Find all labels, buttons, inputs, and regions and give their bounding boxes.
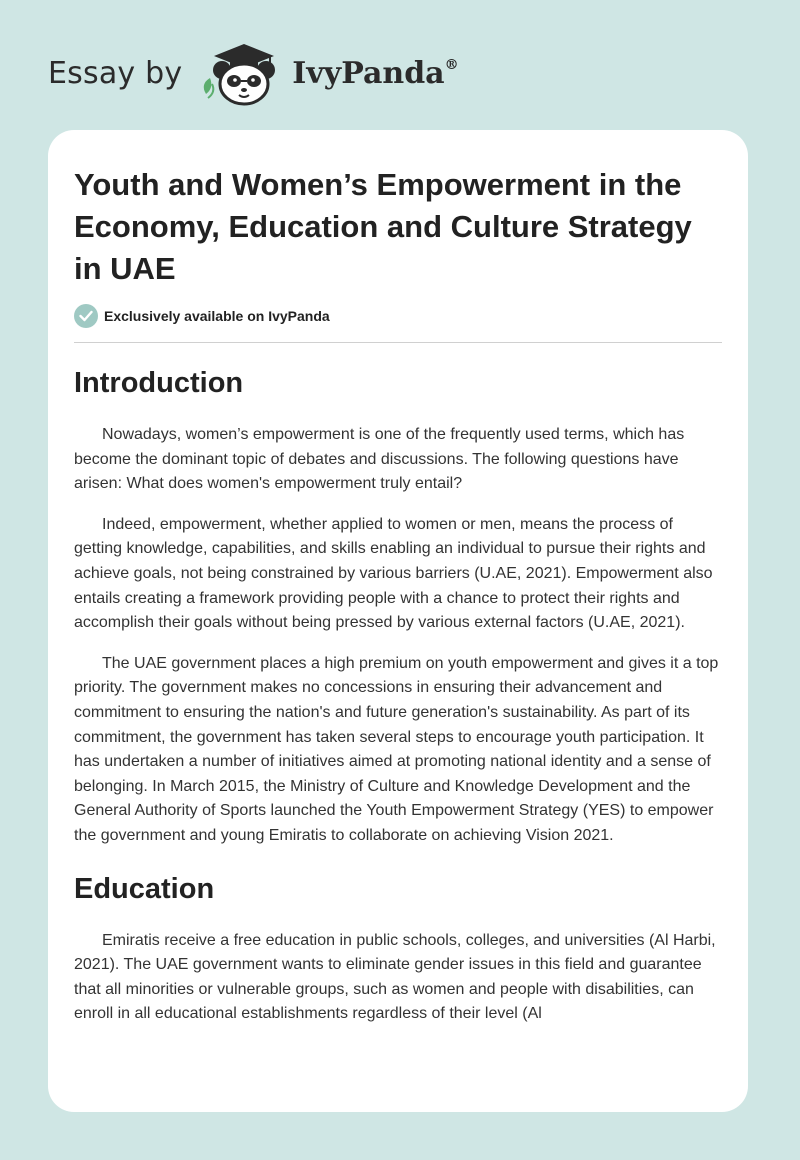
exclusive-label: Exclusively available on IvyPanda bbox=[104, 308, 330, 324]
check-icon bbox=[74, 304, 98, 328]
panda-logo-icon bbox=[196, 38, 288, 108]
article-card bbox=[48, 130, 748, 1112]
section-heading: Education bbox=[74, 872, 215, 905]
brand-header bbox=[48, 36, 459, 110]
article-title: Youth and Women’s Empowerment in the Economy, Education and Culture Strategy in UAE bbox=[74, 167, 692, 286]
paragraph: Emiratis receive a free education in public schools, colleges, and universities (Al Harbi, 2021). The UAE government wants to eliminate gender issues in this field and guarantee that all minorities or vulnerable groups, such as women and people with disabilities, can enroll in all educational establishments regardless of their level (Al bbox=[74, 931, 716, 1023]
title-divider bbox=[74, 342, 722, 343]
brand-prefix: Essay by bbox=[48, 55, 183, 91]
paragraph: Nowadays, women’s empowerment is one of the frequently used terms, which has become the dominant topic of debates and discussions. The following questions have arisen: What does women's empowerment truly entail? bbox=[74, 426, 685, 493]
section-heading: Introduction bbox=[74, 367, 244, 399]
paragraph: Indeed, empowerment, whether applied to women or men, means the process of getting knowledge, capabilities, and skills enabling an individual to pursue their rights and achieve goals, not being constrained by various barriers (U.AE, 2021). Empowerment also entails creating a framework providing people with a chance to protect their rights and accomplish their goals without being pressed by various external factors (U.AE, 2021). bbox=[74, 515, 713, 632]
exclusive-badge bbox=[74, 304, 722, 328]
brand-name: IvyPanda® bbox=[292, 55, 459, 91]
paragraph: The UAE government places a high premium on youth empowerment and gives it a top priority. The government makes no concessions in ensuring their advancement and commitment to ensuring the nation's and future generation's sustainability. As part of its commitment, the government has taken several steps to encourage youth participation. It has undertaken a number of initiatives aimed at promoting national identity and a sense of belonging. In March 2015, the Ministry of Culture and Knowledge Development and the General Authority of Sports launched the Youth Empowerment Strategy (YES) to empower the government and young Emiratis to collaborate on achieving Vision 2021. bbox=[74, 654, 719, 844]
